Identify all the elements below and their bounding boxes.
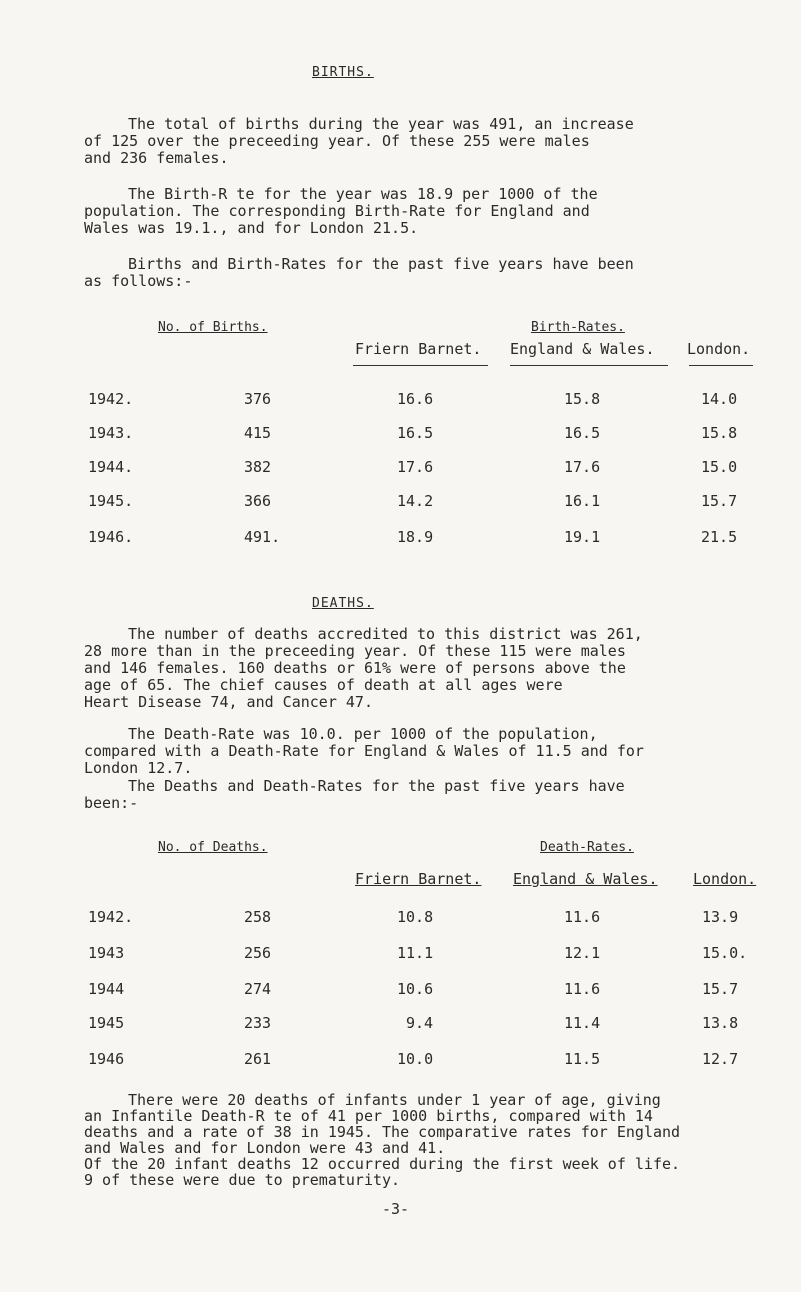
london-cell: 14.0 (701, 390, 738, 408)
number-cell: 415 (244, 424, 272, 442)
london-cell: 12.7 (702, 1050, 739, 1068)
england-wales-cell: 15.8 (564, 390, 601, 408)
year-cell: 1946 (88, 1050, 125, 1068)
number-cell: 382 (244, 458, 272, 476)
year-cell: 1945 (88, 1014, 125, 1032)
births-col-london: London. (687, 340, 751, 358)
london-cell: 13.8 (702, 1014, 739, 1032)
births-col-england-wales: England & Wales. (510, 340, 655, 358)
number-cell: 366 (244, 492, 272, 510)
london-cell: 15.7 (701, 492, 738, 510)
friern-barnet-cell: 10.8 (397, 908, 434, 926)
deaths-col-london: London. (693, 870, 757, 888)
london-cell: 13.9 (702, 908, 739, 926)
year-cell: 1944 (88, 980, 125, 998)
england-wales-cell: 19.1 (564, 528, 601, 546)
number-cell: 233 (244, 1014, 272, 1032)
year-cell: 1945. (88, 492, 134, 510)
year-cell: 1942. (88, 390, 134, 408)
england-wales-cell: 11.4 (564, 1014, 601, 1032)
year-cell: 1942. (88, 908, 134, 926)
births-rule-fb (353, 365, 488, 366)
year-cell: 1944. (88, 458, 134, 476)
deaths-col-number: No. of Deaths. (158, 840, 268, 855)
births-rule-ld (689, 365, 753, 366)
deaths-col-rates: Death-Rates. (540, 840, 634, 855)
london-cell: 15.0. (702, 944, 748, 962)
deaths-heading: DEATHS. (312, 596, 374, 611)
births-heading: BIRTHS. (312, 65, 374, 80)
births-col-friern-barnet: Friern Barnet. (355, 340, 482, 358)
births-col-rates: Birth-Rates. (531, 320, 625, 335)
infant-deaths-text: There were 20 deaths of infants under 1 year of age, giving an Infantile Death-R te of 41 per 1000 births, compared with 14 deaths and a rate of 38 in 1945. The comparative rates for England and Wales and for London were 43 and 41. Of the 20 infant deaths 12 occurred during the first week of life. 9 of these were due to prematurity. (84, 1091, 681, 1189)
number-cell: 274 (244, 980, 272, 998)
number-cell: 376 (244, 390, 272, 408)
year-cell: 1943. (88, 424, 134, 442)
england-wales-cell: 11.6 (564, 980, 601, 998)
births-paragraph-total: The total of births during the year was 491, an increase of 125 over the preceeding year. Of these 255 were males and 236 females. (84, 115, 634, 167)
london-cell: 15.7 (702, 980, 739, 998)
friern-barnet-cell: 9.4 (406, 1014, 434, 1032)
friern-barnet-cell: 10.0 (397, 1050, 434, 1068)
page-number: -3- (382, 1200, 410, 1218)
friern-barnet-cell: 18.9 (397, 528, 434, 546)
friern-barnet-cell: 11.1 (397, 944, 434, 962)
births-col-number: No. of Births. (158, 320, 268, 335)
london-cell: 21.5 (701, 528, 738, 546)
deaths-col-friern-barnet: Friern Barnet. (355, 870, 482, 888)
number-cell: 256 (244, 944, 272, 962)
deaths-paragraph-intro: The Deaths and Death-Rates for the past five years have been:- (84, 777, 625, 812)
england-wales-cell: 11.5 (564, 1050, 601, 1068)
deaths-paragraph-rate: The Death-Rate was 10.0. per 1000 of the population, compared with a Death-Rate for England & Wales of 11.5 and for London 12.7. (84, 725, 644, 777)
number-cell: 491. (244, 528, 281, 546)
infant-deaths-paragraph (84, 1092, 774, 1188)
births-paragraph-intro: Births and Birth-Rates for the past five years have been as follows:- (84, 255, 634, 290)
england-wales-cell: 11.6 (564, 908, 601, 926)
england-wales-cell: 17.6 (564, 458, 601, 476)
births-paragraph-rate: The Birth-R te for the year was 18.9 per 1000 of the population. The corresponding Birth-Rate for England and Wales was 19.1., and for London 21.5. (84, 185, 598, 237)
year-cell: 1946. (88, 528, 134, 546)
deaths-col-england-wales: England & Wales. (513, 870, 658, 888)
friern-barnet-cell: 16.5 (397, 424, 434, 442)
deaths-paragraph-total: The number of deaths accredited to this district was 261, 28 more than in the preceeding year. Of these 115 were males and 146 females. 160 deaths or 61% were of persons above the age of 65. The chief causes of death at all ages were Heart Disease 74, and Cancer 47. (84, 625, 643, 711)
friern-barnet-cell: 16.6 (397, 390, 434, 408)
year-cell: 1943 (88, 944, 125, 962)
number-cell: 258 (244, 908, 272, 926)
england-wales-cell: 16.1 (564, 492, 601, 510)
friern-barnet-cell: 17.6 (397, 458, 434, 476)
london-cell: 15.8 (701, 424, 738, 442)
number-cell: 261 (244, 1050, 272, 1068)
london-cell: 15.0 (701, 458, 738, 476)
england-wales-cell: 12.1 (564, 944, 601, 962)
births-rule-ew (510, 365, 668, 366)
friern-barnet-cell: 10.6 (397, 980, 434, 998)
england-wales-cell: 16.5 (564, 424, 601, 442)
friern-barnet-cell: 14.2 (397, 492, 434, 510)
